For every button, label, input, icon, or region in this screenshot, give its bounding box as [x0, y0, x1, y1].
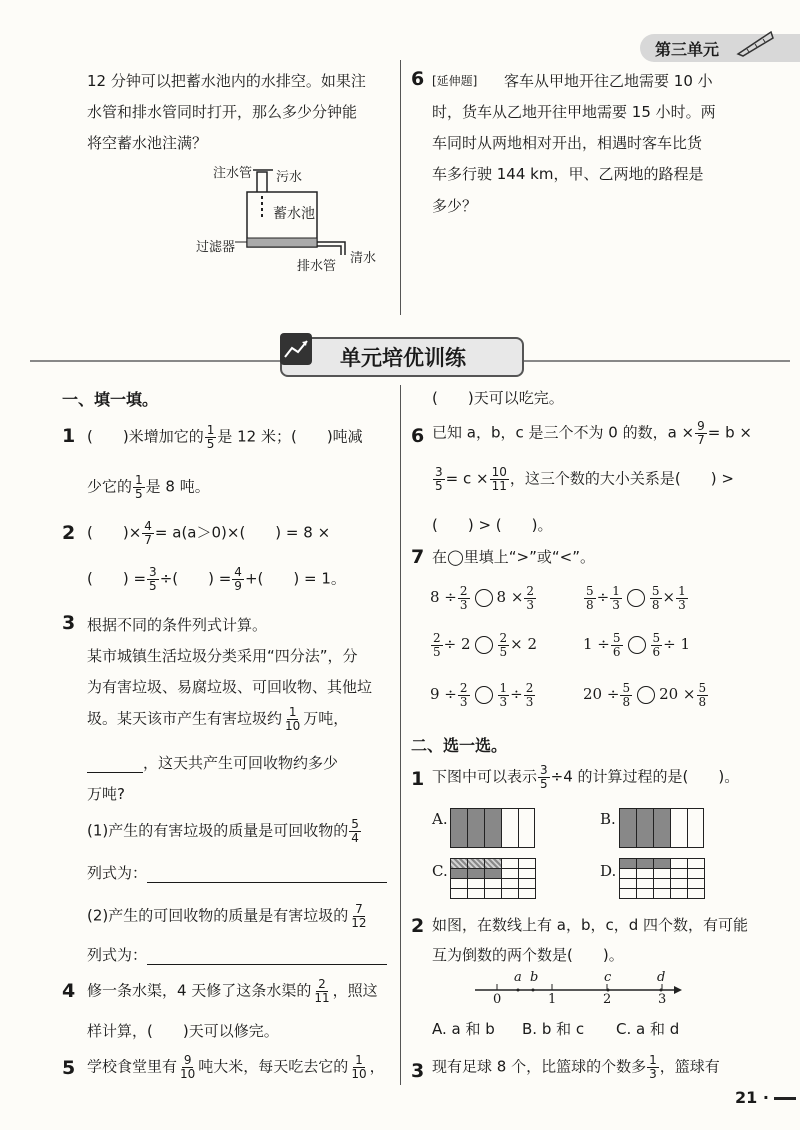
s1-q3-line4: ，这天共产生可回收物约多少 [87, 752, 338, 773]
diagram-inlet-label: 注水管 [213, 166, 253, 181]
s1-q3-line2: 为有害垃圾、易腐垃圾、可回收物、其他垃 [87, 678, 373, 696]
s1-q3-line5: 万吨? [87, 785, 125, 803]
grid-cell [450, 888, 468, 899]
grid-cell [687, 888, 705, 899]
s1-q3-sub2: (2)产生的可回收物的质量是有害垃圾的 $\frac{7}{12}$ [87, 902, 367, 930]
unit-label: 第三单元 [655, 40, 720, 59]
compare-circle[interactable] [475, 636, 493, 654]
point-label-c: c [604, 970, 612, 985]
s1-q3-formula2: 列式为： [87, 944, 387, 965]
s2-q3-number: 3 [411, 1060, 425, 1082]
s1-q3-intro: 根据不同的条件列式计算。 [87, 616, 268, 634]
diagram-filter-label: 过滤器 [196, 240, 236, 255]
top-left-line-3: 将空蓄水池注满？ [87, 134, 208, 152]
formula-input-1[interactable] [147, 866, 387, 883]
compare-circle[interactable] [627, 589, 645, 607]
top-right-line-3: 车同时从两地相对开出，相遇时客车比货 [432, 134, 703, 152]
top-right-line-1: 客车从甲地开往乙地需要 10 小 [504, 72, 713, 90]
point-label-b: b [530, 970, 539, 985]
option-c-grid [450, 858, 535, 898]
s1-q1-line2: 少它的 $\frac{1}{5}$ 是 8 吨。 [87, 473, 210, 501]
option-d-grid [619, 858, 704, 898]
s2-q3-line1: 现有足球 8 个，比篮球的个数多 $\frac{1}{3}$ ，篮球有 [432, 1053, 720, 1081]
trend-icon [280, 333, 312, 365]
diagram-clean-label: 清水 [350, 251, 377, 266]
option-a-grid [450, 808, 535, 848]
column-divider-top [400, 60, 401, 315]
top-left-line-1: 12 分钟可以把蓄水池内的水排空。如果注 [87, 72, 366, 90]
compare-row3-right: 20 ÷ $\frac{5}{8}$ 20 × $\frac{5}{8}$ [583, 681, 707, 709]
s2-q2-line1: 如图，在数线上有 a，b，c，d 四个数，有可能 [432, 916, 749, 934]
s1-q5-continuation: ( )天可以吃完。 [432, 389, 564, 407]
grid-cell [619, 888, 637, 899]
compare-circle[interactable] [475, 686, 493, 704]
s2-q1-line: 下图中可以表示 $\frac{3}{5}$ ÷4 的计算过程的是( )。 [432, 763, 740, 791]
compare-row1-left: 8 ÷ $\frac{2}{3}$ 8 × $\frac{2}{3}$ [430, 584, 535, 612]
grid-cell [653, 888, 671, 899]
s1-q4-number: 4 [62, 980, 76, 1002]
s1-q6-number: 6 [411, 425, 425, 447]
s1-q5-line1: 学校食堂里有 $\frac{9}{10}$ 吨大米，每天吃去它的 $\frac{1}{10}$ ， [87, 1053, 385, 1081]
ruler-pencil-icon [735, 28, 775, 58]
compare-row1-right: $\frac{5}{8}$ ÷ $\frac{1}{3}$ $\frac{5}{8}$ × $\frac{1}{3}$ [586, 584, 686, 612]
s1-q3-line1: 某市城镇生活垃圾分类采用“四分法”，分 [87, 647, 358, 665]
tick-label-3: 3 [658, 992, 667, 1007]
choice-b[interactable]: B. b 和 c [522, 1020, 585, 1038]
top-right-line-2: 时，货车从乙地开往甲地需要 15 小时。两 [432, 103, 716, 121]
grid-cell [670, 888, 688, 899]
point-label-d: d [657, 970, 666, 985]
choice-c[interactable]: C. a 和 d [616, 1020, 680, 1038]
section1-title: 一、填一填。 [62, 390, 159, 409]
s1-q7-intro: 在◯里填上“>”或“<”。 [432, 548, 596, 566]
answer-blank[interactable] [87, 756, 143, 773]
s1-q4-line2: 样计算，( )天可以修完。 [87, 1022, 279, 1040]
point-b [532, 989, 535, 992]
s1-q6-line2: $\frac{3}{5}$ = c × $\frac{10}{11}$ ，这三个数的大小关系是( ) > [435, 465, 734, 493]
top-right-number: 6 [411, 68, 425, 90]
choice-a[interactable]: A. a 和 b [432, 1020, 495, 1038]
s1-q7-number: 7 [411, 546, 425, 568]
s1-q2-number: 2 [62, 522, 76, 544]
grid-cell [484, 888, 502, 899]
tick-label-2: 2 [603, 992, 612, 1007]
s2-q1-number: 1 [411, 768, 425, 790]
column-divider-bottom [400, 385, 401, 1085]
option-b-label[interactable]: B. [600, 810, 616, 828]
point-label-a: a [514, 970, 522, 985]
s1-q3-number: 3 [62, 612, 76, 634]
formula-input-2[interactable] [147, 948, 387, 965]
s1-q3-sub1: (1)产生的有害垃圾的质量是可回收物的 $\frac{5}{4}$ [87, 817, 359, 845]
s1-q3-line3: 圾。某天该市产生有害垃圾约 $\frac{1}{10}$ 万吨， [87, 705, 349, 733]
top-right-line-4: 车多行驶 144 km，甲、乙两地的路程是 [432, 165, 704, 183]
tick-label-1: 1 [548, 992, 557, 1007]
compare-row2-left: $\frac{2}{5}$ ÷ 2 $\frac{2}{5}$ × 2 [433, 631, 538, 659]
s1-q2-line1: ( )× $\frac{4}{7}$ = a(a＞0)×( ) = 8 × [87, 519, 331, 547]
s1-q6-line1: 已知 a，b，c 是三个不为 0 的数，a × $\frac{9}{7}$ = b × [432, 419, 752, 447]
s1-q6-line3: ( ) > ( )。 [432, 516, 553, 534]
option-b-grid [619, 808, 704, 848]
point-a [517, 989, 520, 992]
section2-title: 二、选一选。 [411, 736, 508, 755]
s1-q3-formula1: 列式为： [87, 862, 387, 883]
grid-cell [636, 888, 654, 899]
diagram-pool-label: 蓄水池 [273, 206, 315, 222]
grid-cell [501, 888, 519, 899]
compare-row3-left: 9 ÷ $\frac{2}{3}$ $\frac{1}{3}$ ÷ $\frac{2}{3}$ [430, 681, 534, 709]
s1-q1-number: 1 [62, 425, 76, 447]
top-right-line-5: 多少？ [432, 197, 478, 215]
grid-cell [518, 888, 536, 899]
tick-label-0: 0 [493, 992, 502, 1007]
page-number: 21 · [735, 1088, 796, 1107]
top-left-line-2: 水管和排水管同时打开，那么多少分钟能 [87, 103, 358, 121]
option-c-label[interactable]: C. [432, 862, 448, 880]
banner-rule-right [520, 360, 790, 362]
banner-rule-left [30, 360, 285, 362]
s2-q2-number: 2 [411, 915, 425, 937]
s1-q5-number: 5 [62, 1057, 76, 1079]
top-right-tag: [延伸题] [432, 74, 478, 88]
compare-circle[interactable] [637, 686, 655, 704]
option-a-label[interactable]: A. [432, 810, 448, 828]
grid-cell [467, 888, 485, 899]
s1-q1-line1: ( )米增加它的 $\frac{1}{5}$ 是 12 米；( )吨减 [87, 423, 363, 451]
banner-title: 单元培优训练 [340, 346, 466, 370]
compare-circle[interactable] [475, 589, 493, 607]
option-d-label[interactable]: D. [600, 862, 617, 880]
diagram-drain-label: 排水管 [297, 259, 337, 274]
s1-q2-line2: ( ) = $\frac{3}{5}$ ÷( ) = $\frac{4}{9}$ +( ) = 1。 [87, 565, 346, 593]
compare-row2-right: 1 ÷ $\frac{5}{6}$ $\frac{5}{6}$ ÷ 1 [583, 631, 691, 659]
s2-q2-line2: 互为倒数的两个数是( )。 [432, 946, 624, 964]
diagram-dirty-label: 污水 [276, 170, 303, 185]
s1-q4-line1: 修一条水渠，4 天修了这条水渠的 $\frac{2}{11}$ ，照这 [87, 977, 378, 1005]
compare-circle[interactable] [628, 636, 646, 654]
